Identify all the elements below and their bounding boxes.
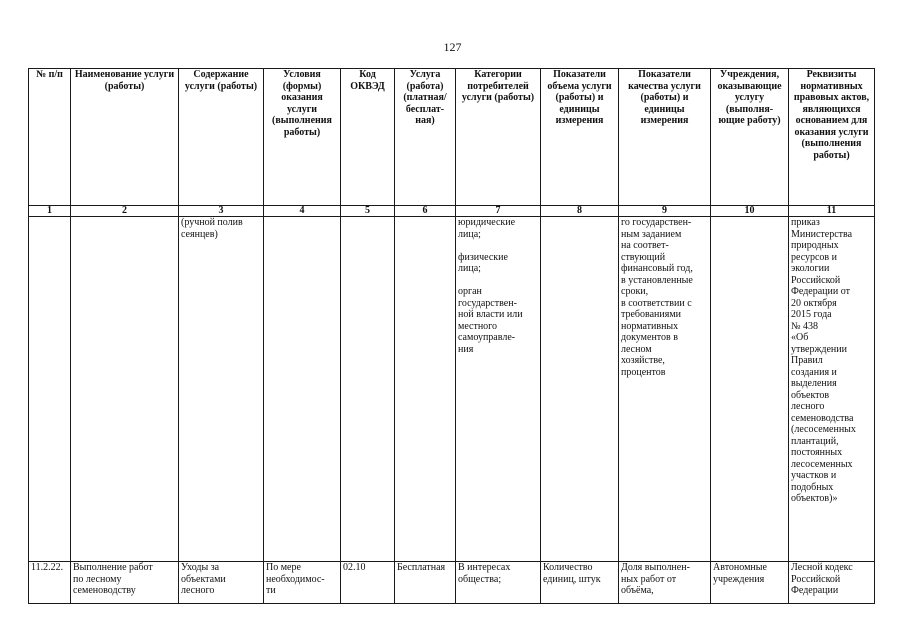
- table-cell: 11.2.22.: [29, 562, 71, 604]
- table-cell: юридические лица; физические лица; орган государствен- ной власти или местного самоуправле- ния: [456, 217, 541, 562]
- table-cell: 02.10: [341, 562, 395, 604]
- table-row: [29, 217, 875, 562]
- table-cell: По мере необходимос- ти: [264, 562, 341, 604]
- table-cell: Уходы за объектами лесного: [179, 562, 264, 604]
- header-cell-okved: Код ОКВЭД: [341, 69, 395, 206]
- column-number: 2: [71, 206, 179, 217]
- header-row: [29, 69, 875, 206]
- header-cell-paid: Услуга (работа) (платная/ бесплат-ная): [395, 69, 456, 206]
- column-number: 6: [395, 206, 456, 217]
- header-cell-name: Наименование услуги (работы): [71, 69, 179, 206]
- table-cell: Доля выполнен- ных работ от объёма,: [619, 562, 711, 604]
- column-number: 3: [179, 206, 264, 217]
- table-cell: Количество единиц, штук: [541, 562, 619, 604]
- column-number: 11: [789, 206, 875, 217]
- table-cell: (ручной полив сеянцев): [179, 217, 264, 562]
- header-cell-volume: Показатели объема услуги (работы) и единицы измерения: [541, 69, 619, 206]
- column-number: 5: [341, 206, 395, 217]
- header-cell-quality: Показатели качества услуги (работы) и единицы измерения: [619, 69, 711, 206]
- table-cell: [711, 217, 789, 562]
- table-cell: го государствен- ным заданием на соответ- ствующий финансовый год, в установленные сроки, в соответствии с требованиями нормативных документов в лесном хозяйстве, процентов: [619, 217, 711, 562]
- table-cell: Лесной кодекс Российской Федерации: [789, 562, 875, 604]
- table-cell: [71, 217, 179, 562]
- column-number: 9: [619, 206, 711, 217]
- column-number: 1: [29, 206, 71, 217]
- header-cell-conditions: Условия (формы) оказания услуги (выполнения работы): [264, 69, 341, 206]
- column-number: 8: [541, 206, 619, 217]
- header-cell-consumers: Категории потребителей услуги (работы): [456, 69, 541, 206]
- page-number: 127: [443, 40, 462, 54]
- table-cell: Автономные учреждения: [711, 562, 789, 604]
- table-row: [29, 562, 875, 604]
- table-cell: Бесплатная: [395, 562, 456, 604]
- column-number: 4: [264, 206, 341, 217]
- table-cell: В интересах общества;: [456, 562, 541, 604]
- table-cell: [541, 217, 619, 562]
- column-number: 10: [711, 206, 789, 217]
- column-number: 7: [456, 206, 541, 217]
- header-cell-institutions: Учреждения, оказывающие услугу (выполня-ющие работу): [711, 69, 789, 206]
- table-cell: [29, 217, 71, 562]
- table-cell: приказ Министерства природных ресурсов и экологии Российской Федерации от 20 октября 2015 года № 438 «Об утверждении Правил создания и выделения объектов лесного семеноводства (лесосеменных плантаций, постоянных лесосеменных участков и подобных объектов)»: [789, 217, 875, 562]
- header-cell-legal-acts: Реквизиты нормативных правовых актов, являющихся основанием для оказания услуги (выполнения работы): [789, 69, 875, 206]
- table-cell: Выполнение работ по лесному семеноводству: [71, 562, 179, 604]
- table-cell: [341, 217, 395, 562]
- services-table: [28, 68, 875, 604]
- table-cell: [264, 217, 341, 562]
- header-cell-num: № п/п: [29, 69, 71, 206]
- column-number-row: [29, 206, 875, 217]
- header-cell-content: Содержание услуги (работы): [179, 69, 264, 206]
- table-cell: [395, 217, 456, 562]
